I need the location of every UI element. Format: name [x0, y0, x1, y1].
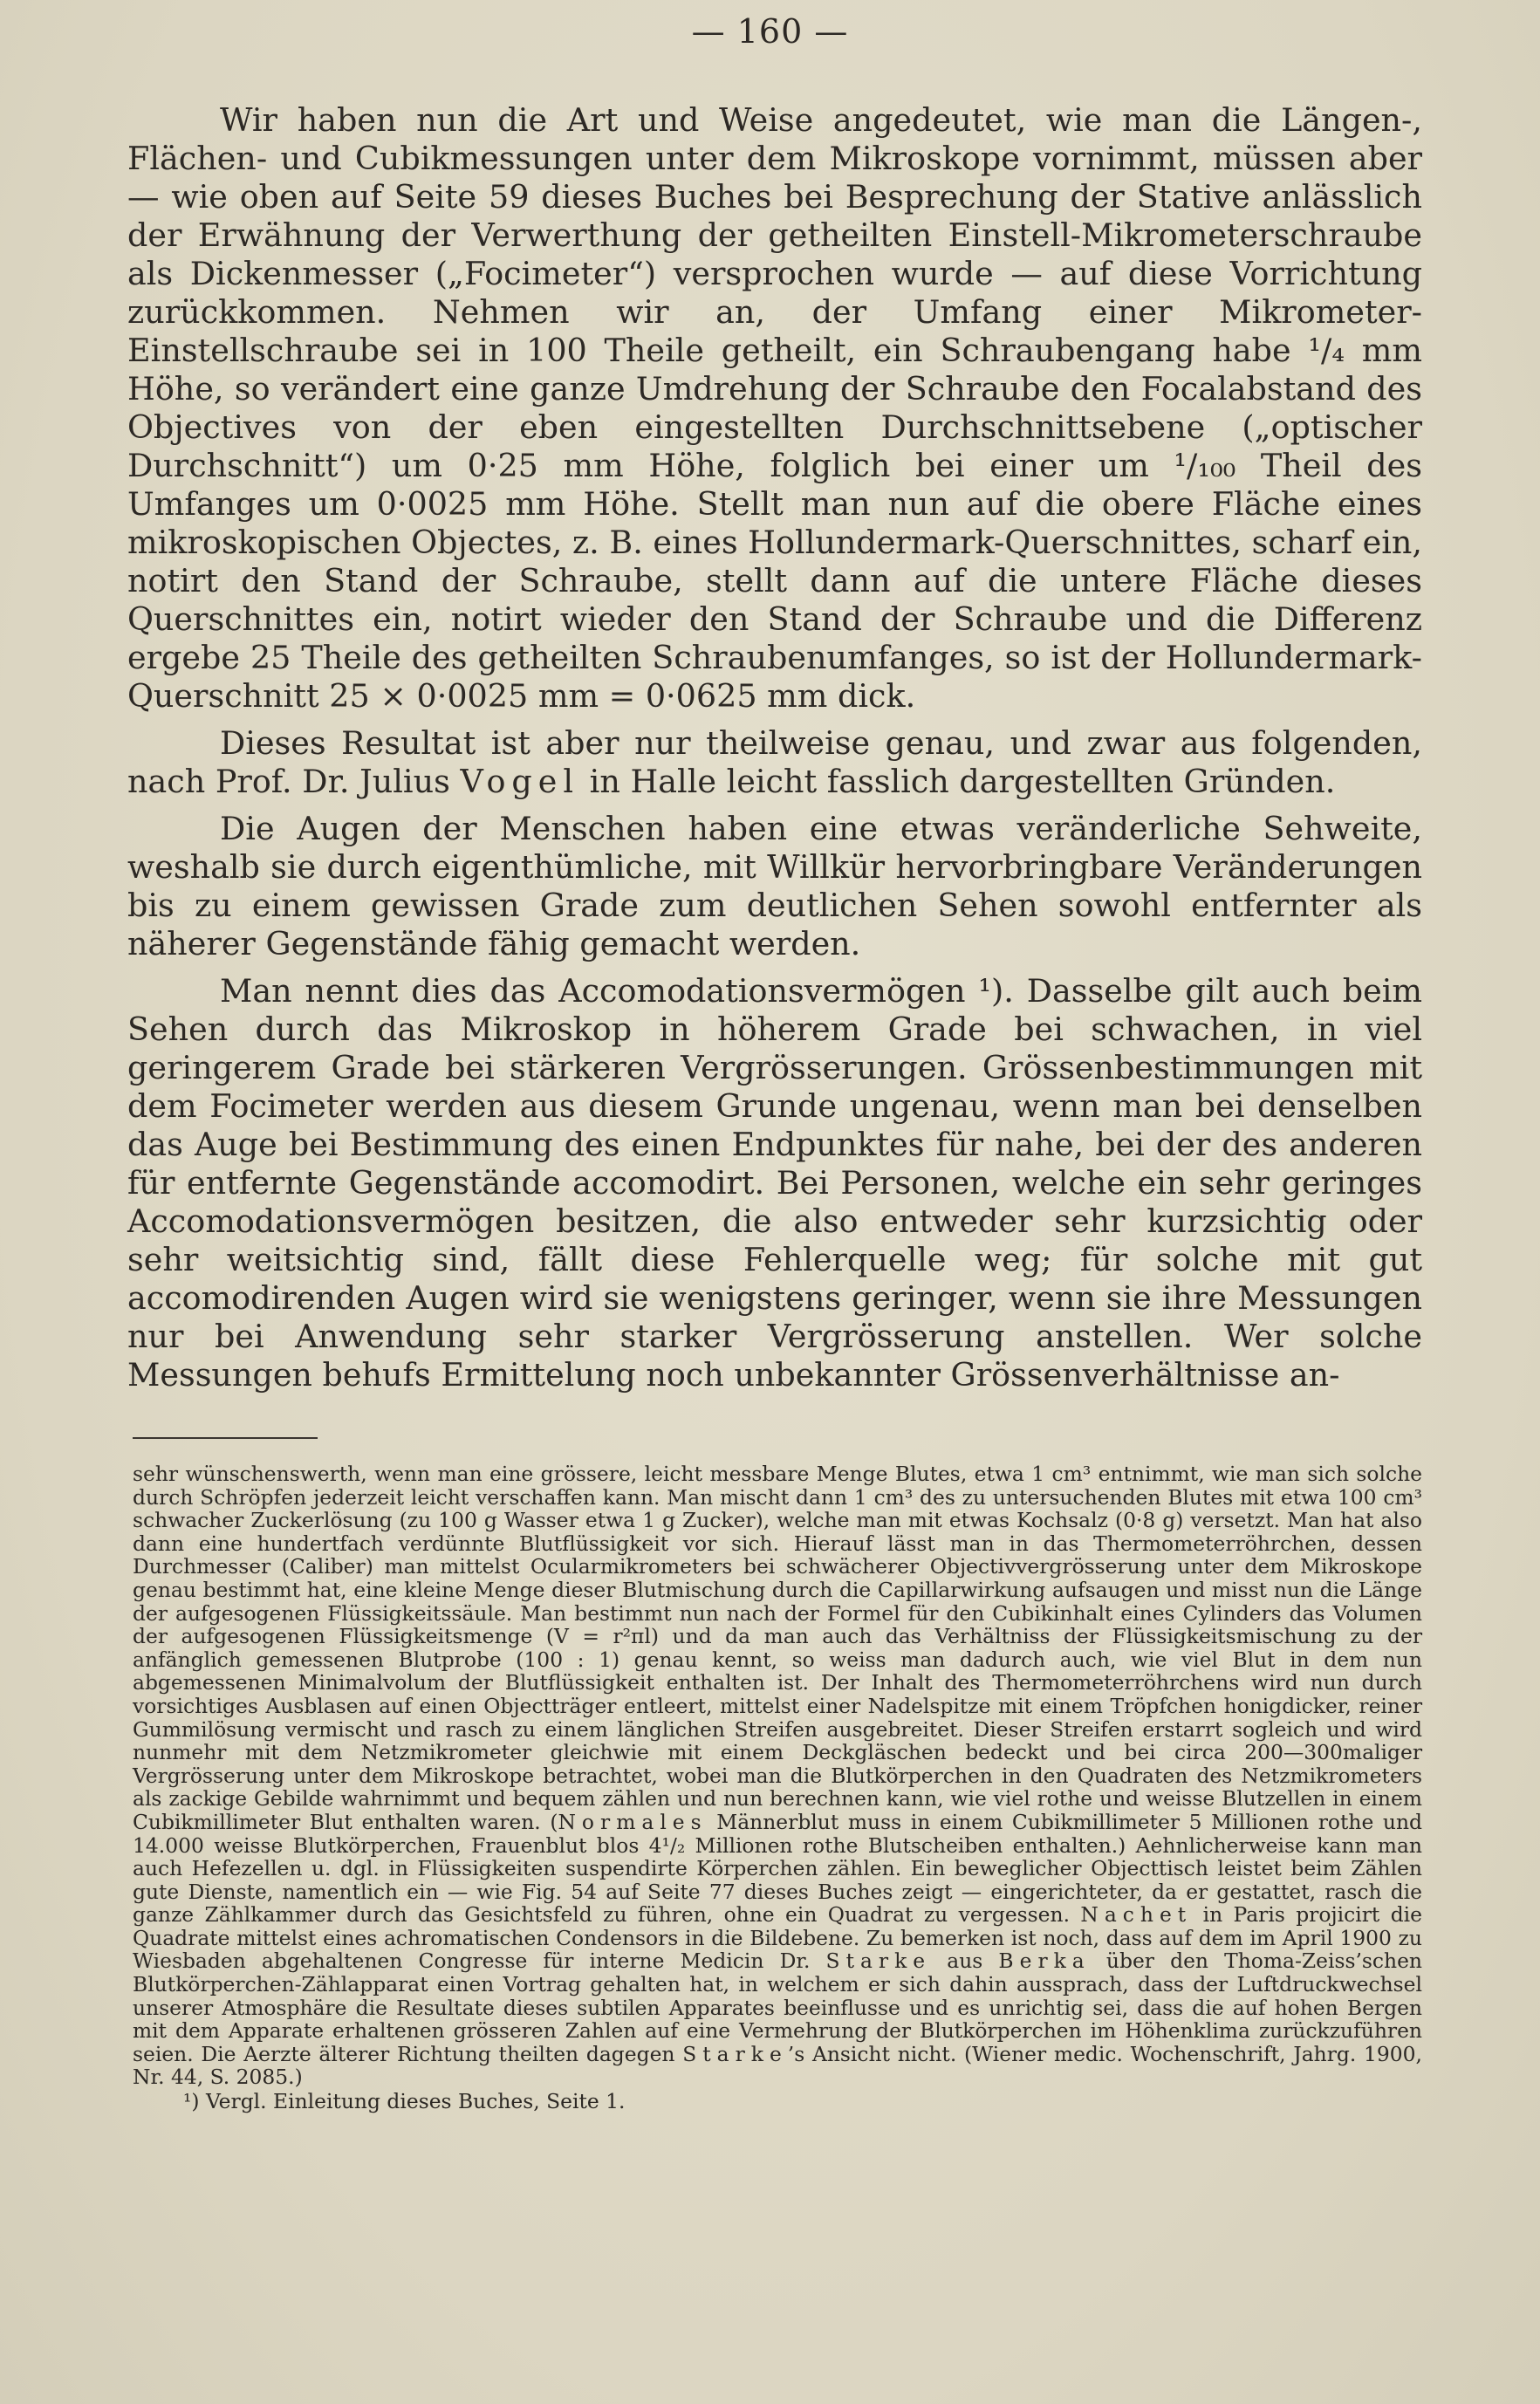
paragraph-result-text-b: in Halle leicht fasslich dargestellten Gründen.: [579, 763, 1336, 800]
footnote-text-4: aus: [931, 1949, 999, 1974]
footnote-text-1: sehr wünschenswerth, wenn man eine grössere, leicht messbare Menge Blutes, etwa 1 cm³ entnimmt, wie man sich solche durch Schröpfen jederzeit leicht verschaffen kann. Man mischt dann 1 cm³ des zu untersuchenden Blutes mit etwa 100 cm³ schwacher Zuckerlösung (zu 100 g Wasser etwa 1 g Zucker), welche man mit etwas Kochsalz (0·8 g) versetzt. Man hat also dann eine hundertfach verdünnte Blutflüssigkeit vor sich. Hierauf lässt man in das Thermometerröhrchen, dessen Durchmesser (Caliber) man mittelst Ocularmikrometers bei schwächerer Objectivvergrösserung unter dem Mikroskope genau bestimmt hat, eine kleine Menge dieser Blutmischung durch die Capillarwirkung aufsaugen und misst nun die Länge der aufgesogenen Flüssigkeitssäule. Man bestimmt nun nach der Formel für den Cubikinhalt eines Cylinders das Volumen der aufgesogenen Flüssigkeitsmenge (V = r²πl) und da man auch das Verhältniss der Flüssigkeitsmischung zu der anfänglich gemessenen Blutprobe (100 : 1) genau kennt, so weiss man dadurch auch, wie viel Blut in dem nun abgemessenen Minimalvolum der Blutflüssigkeit enthalten ist. Der Inhalt des Thermometerröhrchens wird nun durch vorsichtiges Ausblasen auf einen Objectträger entleert, mittelst einer Nadelspitze mit einem Tröpfchen honigdicker, reiner Gummilösung vermischt und rasch zu einem länglichen Streifen ausgebreitet. Dieser Streifen erstarrt sogleich und wird nunmehr mit dem Netzmikrometer gleichwie mit einem Deckgläschen bedeckt und bei circa 200—300maliger Vergrösserung unter dem Mikroskope betrachtet, wobei man die Blutkörperchen in den Quadraten des Netzmikrometers als zackige Gebilde wahrnimmt und bequem zählen und nun berechnen kann, wie viel rothe und weisse Blutzellen in einem Cubikmillimeter Blut enthalten waren. (: [133, 1462, 1422, 1834]
paragraph-result: [127, 724, 1422, 801]
author-name-vogel: Vogel: [460, 763, 580, 800]
paragraph-accommodation: Man nennt dies das Accomodationsvermögen ¹). Dasselbe gilt auch beim Sehen durch das Mikroskop in höherem Grade bei schwachen, in viel geringerem Grade bei stärkeren Vergrösserungen. Grössenbestimmungen mit dem Focimeter werden aus diesem Grunde ungenau, wenn man bei denselben das Auge bei Bestimmung des einen Endpunktes für nahe, bei der des anderen für entfernte Gegenstände accomodirt. Bei Personen, welche ein sehr geringes Accomodationsvermögen besitzen, die also entweder sehr kurzsichtig oder sehr weitsichtig sind, fällt diese Fehlerquelle weg; für solche mit gut accomodirenden Augen wird sie wenigstens geringer, wenn sie ihre Messungen nur bei Anwendung sehr starker Vergrösserung anstellen. Wer solche Messungen behufs Ermittelung noch unbekannter Grössenverhältnisse an-: [127, 972, 1422, 1394]
footnote-divider: [133, 1437, 318, 1439]
author-name-starke: Starke: [825, 1949, 932, 1974]
footnote-text-2: Männerblut muss in einem Cubikmillimeter 5 Millionen rothe und 14.000 weisse Blutkörperchen, Frauenblut blos 4¹/₂ Millionen rothe Blutscheiben enthalten.) Aehnlicherweise kann man auch Hefezellen u. dgl. in Flüssigkeiten suspendirte Körperchen zählen. Ein beweglicher Objecttisch leistet beim Zählen gute Dienste, namentlich ein — wie Fig. 54 auf Seite 77 dieses Buches zeigt — eingerichteter, da er gestattet, rasch die ganze Zählkammer durch das Gesichtsfeld zu führen, ohne ein Quadrat zu vergessen.: [133, 1809, 1423, 1928]
paragraph-result-text-a: Dieses Resultat ist aber nur theilweise genau, und zwar aus folgenden, nach Prof. Dr. Julius: [127, 724, 1422, 800]
author-name-starke-2: Starke: [682, 2041, 788, 2066]
footnote-1: ¹) Vergl. Einleitung dieses Buches, Seite 1.: [183, 2089, 626, 2114]
paragraph-eyes: Die Augen der Menschen haben eine etwas veränderliche Sehweite, weshalb sie durch eigenthümliche, mit Willkür hervorbringbare Veränderungen bis zu einem gewissen Grade zum deutlichen Sehen sowohl entfernter als näherer Gegenstände fähig gemacht werden.: [127, 810, 1422, 962]
place-name-berka: Berka: [998, 1949, 1091, 1974]
main-text: [127, 101, 1422, 1403]
footnote-continuation: [133, 1462, 1422, 2089]
footnote-text-5: über den Thoma-Zeiss’schen Blutkörperchen-Zählapparat einen Vortrag gehalten hat, in welchem er sich dahin aussprach, dass der Luftdruckwechsel unserer Atmosphäre die Resultate dieses subtilen Apparates beeinflusse und es unrichtig sei, dass die auf hohen Bergen mit dem Apparate erhaltenen grösseren Zahlen auf eine Vermehrung der Blutkörperchen im Höhenklima zurückzuführen seien. Die Aerzte älterer Richtung theilten dagegen: [133, 1949, 1422, 2066]
spaced-word-normales: Normales: [558, 1809, 708, 1834]
footnote-text-6: ’s Ansicht nicht. (Wiener medic. Wochenschrift, Jahrg. 1900, Nr. 44, S. 2085.): [133, 2041, 1422, 2090]
paragraph-focimeter: Wir haben nun die Art und Weise angedeutet, wie man die Längen-, Flächen- und Cubikmessungen unter dem Mikroskope vornimmt, müssen aber — wie oben auf Seite 59 dieses Buches bei Besprechung der Stative anlässlich der Erwähnung der Verwerthung der getheilten Einstell-Mikrometerschraube als Dickenmesser („Focimeter“) versprochen wurde — auf diese Vorrichtung zurückkommen. Nehmen wir an, der Umfang einer Mikrometer-Einstellschraube sei in 100 Theile getheilt, ein Schraubengang habe ¹/₄ mm Höhe, so verändert eine ganze Umdrehung der Schraube den Focalabstand des Objectives von der eben eingestellten Durchschnittsebene („optischer Durchschnitt“) um 0·25 mm Höhe, folglich bei einer um ¹/₁₀₀ Theil des Umfanges um 0·0025 mm Höhe. Stellt man nun auf die obere Fläche eines mikroskopischen Objectes, z. B. eines Hollundermark-Querschnittes, scharf ein, notirt den Stand der Schraube, stellt dann auf die untere Fläche dieses Querschnittes ein, notirt wieder den Stand der Schraube und die Differenz ergebe 25 Theile des getheilten Schraubenumfanges, so ist der Hollundermark-Querschnitt 25 × 0·0025 mm = 0·0625 mm dick.: [127, 101, 1422, 715]
page-number: — 160 —: [691, 12, 849, 51]
footnotes: [133, 1462, 1422, 2113]
footnote-text-3: in Paris projicirt die Quadrate mittelst eines achromatischen Condensors in die Bildebene. Zu bemerken ist noch, dass auf dem im April 1900 zu Wiesbaden abgehaltenen Congresse für interne Medicin Dr.: [133, 1902, 1423, 1974]
author-name-nachet: Nachet: [1080, 1902, 1193, 1928]
